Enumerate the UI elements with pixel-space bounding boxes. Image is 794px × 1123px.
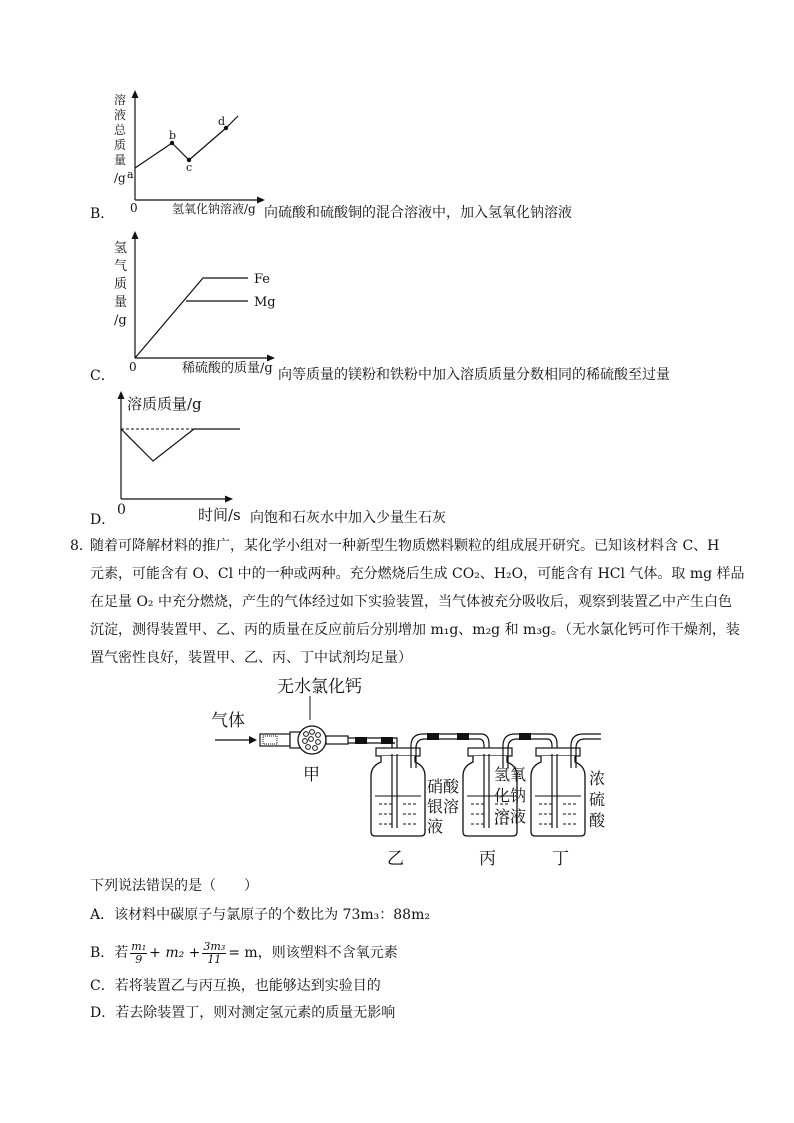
solute-curve: [121, 429, 240, 461]
y-axis-char: 溶: [114, 93, 127, 107]
point-label: b: [169, 129, 177, 142]
bottle-reagent-line: 硝酸: [427, 777, 460, 796]
option-b-suffix: = m，则该塑料不含氧元素: [228, 945, 398, 961]
rubber-joint: [519, 733, 531, 740]
bottle-reagent-line: 硫: [589, 790, 606, 809]
rubber-joint: [355, 737, 367, 744]
graph-d-origin: 0: [117, 502, 126, 518]
y-axis-char: 液: [114, 108, 127, 122]
point-label: a: [127, 168, 134, 181]
option-d[interactable]: D．若去除装置丁，则对测定氢元素的质量无影响: [90, 1005, 396, 1021]
bottle-reagent-line: 化钠: [494, 786, 527, 805]
option-label-b: B．: [90, 206, 115, 222]
option-label-d: D．: [90, 512, 116, 528]
fraction: [202, 941, 226, 966]
y-axis-char: 量: [114, 295, 128, 310]
fraction: [130, 941, 147, 966]
question-stem-line: 随着可降解材料的推广，某化学小组对一种新型生物质燃料颗粒的组成展开研究。已知该材料含 C、H: [90, 538, 720, 554]
point-label: d: [218, 115, 226, 128]
fraction-numerator: m₁: [131, 939, 147, 953]
graph-b: [100, 88, 270, 218]
origin-label: 0: [130, 201, 138, 215]
question-number: 8．: [70, 538, 93, 554]
series-label-mg: Mg: [254, 295, 276, 310]
graph-b-x-label: 氢氧化钠溶液/g: [172, 202, 256, 216]
bottle-reagent-line: 浓: [589, 769, 606, 788]
y-axis-arrow: [132, 231, 139, 239]
bottle-name: 丙: [479, 849, 496, 869]
option-b-prefix: B．若: [90, 945, 129, 961]
bottle-yi: [371, 746, 425, 836]
graph-c-caption: 向等质量的镁粉和铁粉中加入溶质质量分数相同的稀硫酸至过量: [278, 367, 670, 383]
question-stem-line: 在足量 O₂ 中充分燃烧，产生的气体经过如下实验装置，当气体被充分吸收后，观察到装置乙中产生白色: [90, 594, 732, 610]
rubber-joint: [427, 733, 439, 740]
question-stem-line: 沉淀，测得装置甲、乙、丙的质量在反应前后分别增加 m₁g、m₂g 和 m₃g。（无水氯化钙可作干燥剂，装: [90, 622, 740, 638]
point-label: c: [186, 161, 193, 174]
gas-label: 气体: [211, 711, 245, 731]
bottle-reagent-line: 溶液: [494, 807, 527, 826]
series-label-fe: Fe: [254, 272, 271, 287]
y-axis-arrow: [132, 90, 139, 98]
y-axis-char: 质: [114, 138, 127, 152]
y-axis-unit: /g: [114, 171, 126, 185]
x-axis-arrow: [225, 496, 233, 503]
graph-b-caption: 向硫酸和硫酸铜的混合溶液中，加入氢氧化钠溶液: [264, 205, 572, 221]
y-axis-char: 量: [114, 153, 127, 167]
fraction-numerator: 3m₃: [203, 939, 226, 953]
option-c[interactable]: C．若将装置乙与丙互换，也能够达到实验目的: [90, 978, 381, 994]
graph-c: [100, 228, 290, 378]
question-stem-line: 置气密性良好，装置甲、乙、丙、丁中试剂均足量）: [90, 650, 412, 666]
bottle-name: 乙: [387, 849, 404, 869]
graph-d-y-label: 溶质质量/g: [127, 395, 202, 413]
bottle-reagent-line: 银溶: [427, 797, 460, 816]
y-axis-char: 总: [114, 123, 127, 137]
bottle-name: 丁: [552, 849, 569, 869]
question-stem-line: 元素，可能含有 O、Cl 中的一种或两种。充分燃烧后生成 CO₂、H₂O，可能含有 HCl 气体。取 mg 样品: [90, 566, 745, 582]
tube-label: 甲: [303, 765, 320, 785]
fraction-denominator: 9: [135, 952, 143, 966]
rubber-joint: [381, 737, 393, 744]
option-a[interactable]: A．该材料中碳原子与氯原子的个数比为 73m₃：88m₂: [90, 907, 430, 923]
option-b[interactable]: [90, 936, 398, 970]
tube-bulb: [298, 726, 326, 754]
y-axis-arrow: [118, 391, 125, 399]
origin-label: 0: [129, 360, 137, 374]
y-axis-char: 气: [114, 259, 128, 274]
tube-outlet: [326, 736, 348, 744]
question-prompt: 下列说法错误的是（ ）: [90, 878, 258, 894]
drier-label: 无水氯化钙: [277, 677, 362, 697]
bottle-reagent-line: 酸: [589, 811, 606, 830]
y-axis-unit: /g: [114, 313, 127, 328]
gas-arrow-head: [249, 736, 257, 744]
option-b-mid: + m₂ +: [149, 945, 201, 961]
graph-d-x-label: 时间/s: [198, 506, 241, 524]
bottle-reagent-line: 液: [427, 817, 444, 836]
apparatus-figure: [205, 668, 625, 873]
y-axis-char: 氢: [114, 241, 128, 256]
graph-d-caption: 向饱和石灰水中加入少量生石灰: [250, 510, 446, 526]
fraction-denominator: 11: [207, 952, 222, 966]
graph-c-x-label: 稀硫酸的质量/g: [182, 361, 273, 376]
fe-line: [135, 278, 248, 358]
bottle-reagent-line: 氢氧: [494, 765, 527, 784]
option-label-c: C．: [90, 368, 115, 384]
y-axis-char: 质: [114, 277, 128, 292]
rubber-joint: [457, 733, 469, 740]
